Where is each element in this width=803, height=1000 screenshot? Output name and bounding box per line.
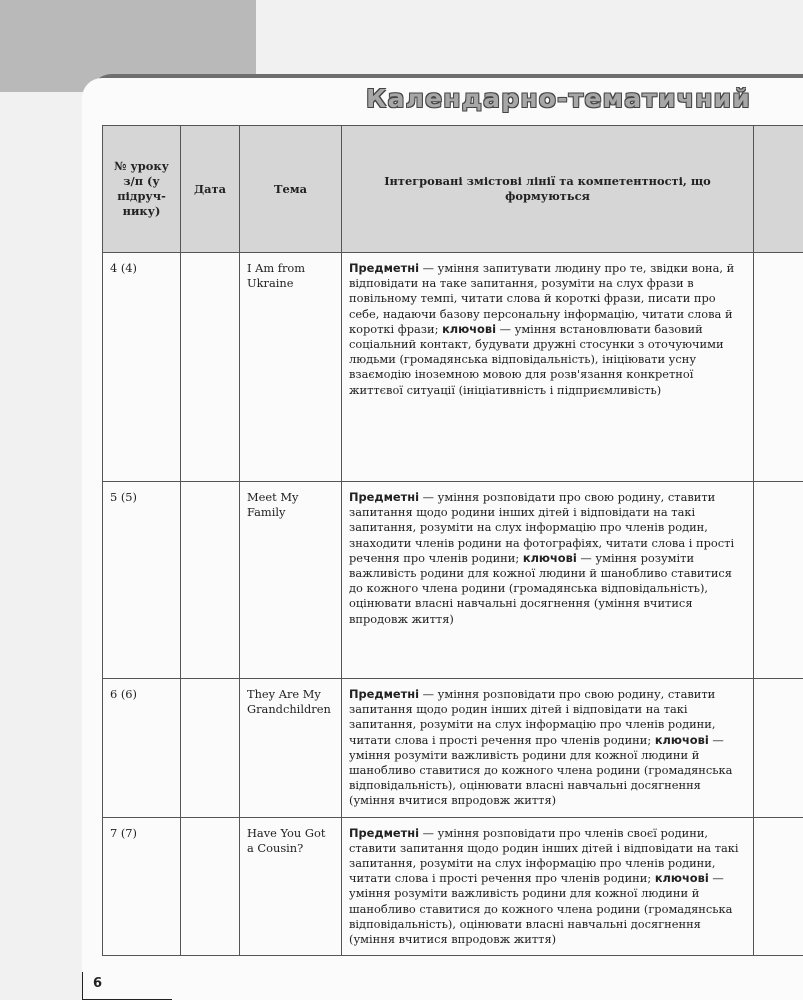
content-cell [342,482,754,679]
key-text: — уміння розуміти важливість родини для кожної людини й шанобливо ставитися до кожного члена родини (громадянська відповідальність), оцінювати власні навчальні досягнення (уміння вчитися впродовж життя) [349,732,733,808]
content-cell [342,253,754,482]
extra-cell [754,817,803,956]
header-lesson-number: № уроку з/п (у підручнику) [103,126,181,253]
date-cell [181,679,240,818]
extra-cell [754,482,803,679]
subject-text: — уміння запитувати людину про те, звідки вона, й відповідати на таке запитання, розуміти на слух фрази в повільному темпі, читати слова й короткі фрази, писати про себе, надаючи базову персональну інформацію, читати слова й короткі фрази; [349,261,735,336]
lesson-number-cell: 4 (4) [103,253,181,482]
date-cell [181,482,240,679]
table-row [103,482,803,679]
subject-label: Предметні [349,825,420,840]
key-text: — уміння розуміти важливість родини для кожної людини й шанобливо ставитися до кожного члена родини (громадянська відповідальність), оцінювати власні навчальні досягнення (уміння вчитися впродовж життя) [349,871,733,947]
lesson-number-cell: 5 (5) [103,482,181,679]
page-number: 6 [93,976,103,991]
lesson-number-cell: 6 (6) [103,679,181,818]
key-label: ключові [522,550,577,565]
table-row [103,253,803,482]
content-cell [342,817,754,956]
key-text: — уміння розуміти важливість родини для кожної людини й шанобливо ставитися до кожного члена родини (громадянська відповідальність), оцінювати власні навчальні досягнення (уміння вчитися впродовж життя) [349,550,732,626]
subject-text: — уміння розповідати про свою родину, ставити запитання щодо родин інших дітей і відповідати на такі запитання, розуміти на слух інформацію про членів родини, читати слова і прості речення про членів родини; [349,687,716,747]
topic-cell: I Am from Ukraine [240,253,342,482]
extra-cell [754,679,803,818]
footer-vertical-rule [82,972,83,1000]
lesson-plan-table [102,125,803,956]
subject-text: — уміння розповідати про членів своєї родини, ставити запитання щодо родин інших дітей і відповідати на такі запитання, розуміти на слух інформацію про членів родини, читати слова і прості речення про членів родини; [349,825,739,886]
table-header-row [103,126,803,253]
key-text: — уміння встановлювати базовий соціальний контакт, будувати дружні стосунки з оточуючими людьми (громадянська відповідальність), ініціювати усну взаємодію іноземною мовою для розв'язання конкретної життєвої ситуації (ініціативність і підприємливість) [349,321,724,397]
header-extra-column [754,126,803,253]
lesson-number-cell: 7 (7) [103,817,181,956]
topic-cell: They Are My Grandchildren [240,679,342,818]
subject-label: Предметні [349,261,420,275]
table-row [103,679,803,818]
header-topic: Тема [240,126,342,253]
header-content: Інтегровані змістові лінії та компетентності, що формуються [342,126,754,253]
subject-label: Предметні [349,490,420,504]
key-label: ключові [442,321,496,336]
key-label: ключові [654,871,709,886]
header-date: Дата [181,126,240,253]
content-cell [342,679,754,818]
table-row [103,817,803,956]
topic-cell: Have You Got a Cousin? [240,817,342,956]
subject-label: Предметні [349,687,420,701]
date-cell [181,253,240,482]
date-cell [181,817,240,956]
page-title: Календарно-тематичний [365,84,751,113]
key-label: ключові [654,732,709,747]
topic-cell: Meet My Family [240,482,342,679]
subject-text: — уміння розповідати про свою родину, ставити запитання щодо родини інших дітей і відповідати на такі запитання, розуміти на слух інформацію про членів родин, знаходити членів родини на фотографіях, читати слова і прості речення про членів родини; [349,490,735,565]
extra-cell [754,253,803,482]
